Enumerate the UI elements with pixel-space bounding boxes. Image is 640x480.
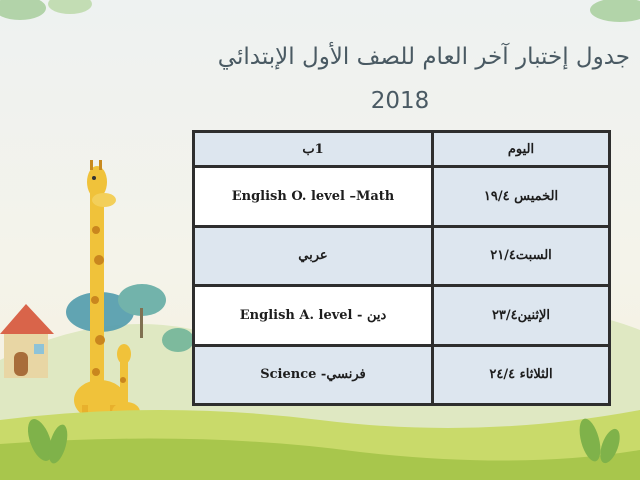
header-class: 1ب bbox=[195, 133, 431, 165]
row-day: الثلاثاء ٢٤/٤ bbox=[434, 347, 608, 404]
table-row bbox=[195, 228, 608, 285]
row-subject: عربي bbox=[195, 228, 431, 285]
exam-schedule-table bbox=[192, 130, 611, 406]
table-header-row bbox=[195, 133, 608, 165]
row-day: السبت٢١/٤ bbox=[434, 228, 608, 285]
row-subject: Science -فرنسي bbox=[195, 347, 431, 404]
table-row bbox=[195, 347, 608, 404]
top-leaves bbox=[0, 0, 640, 22]
table-row bbox=[195, 168, 608, 225]
row-day: الخميس ١٩/٤ bbox=[434, 168, 608, 225]
page-subtitle-year: 2018 bbox=[370, 88, 430, 114]
header-day: اليوم bbox=[434, 133, 608, 165]
table-row bbox=[195, 287, 608, 344]
row-day: الإثنين٢٣/٤ bbox=[434, 287, 608, 344]
page-title: جدول إختبار آخر العام للصف الأول الإبتدائي bbox=[217, 44, 630, 70]
row-subject: English O. level –Math bbox=[195, 168, 431, 225]
house bbox=[0, 304, 54, 378]
row-subject: English A. level - دين bbox=[195, 287, 431, 344]
